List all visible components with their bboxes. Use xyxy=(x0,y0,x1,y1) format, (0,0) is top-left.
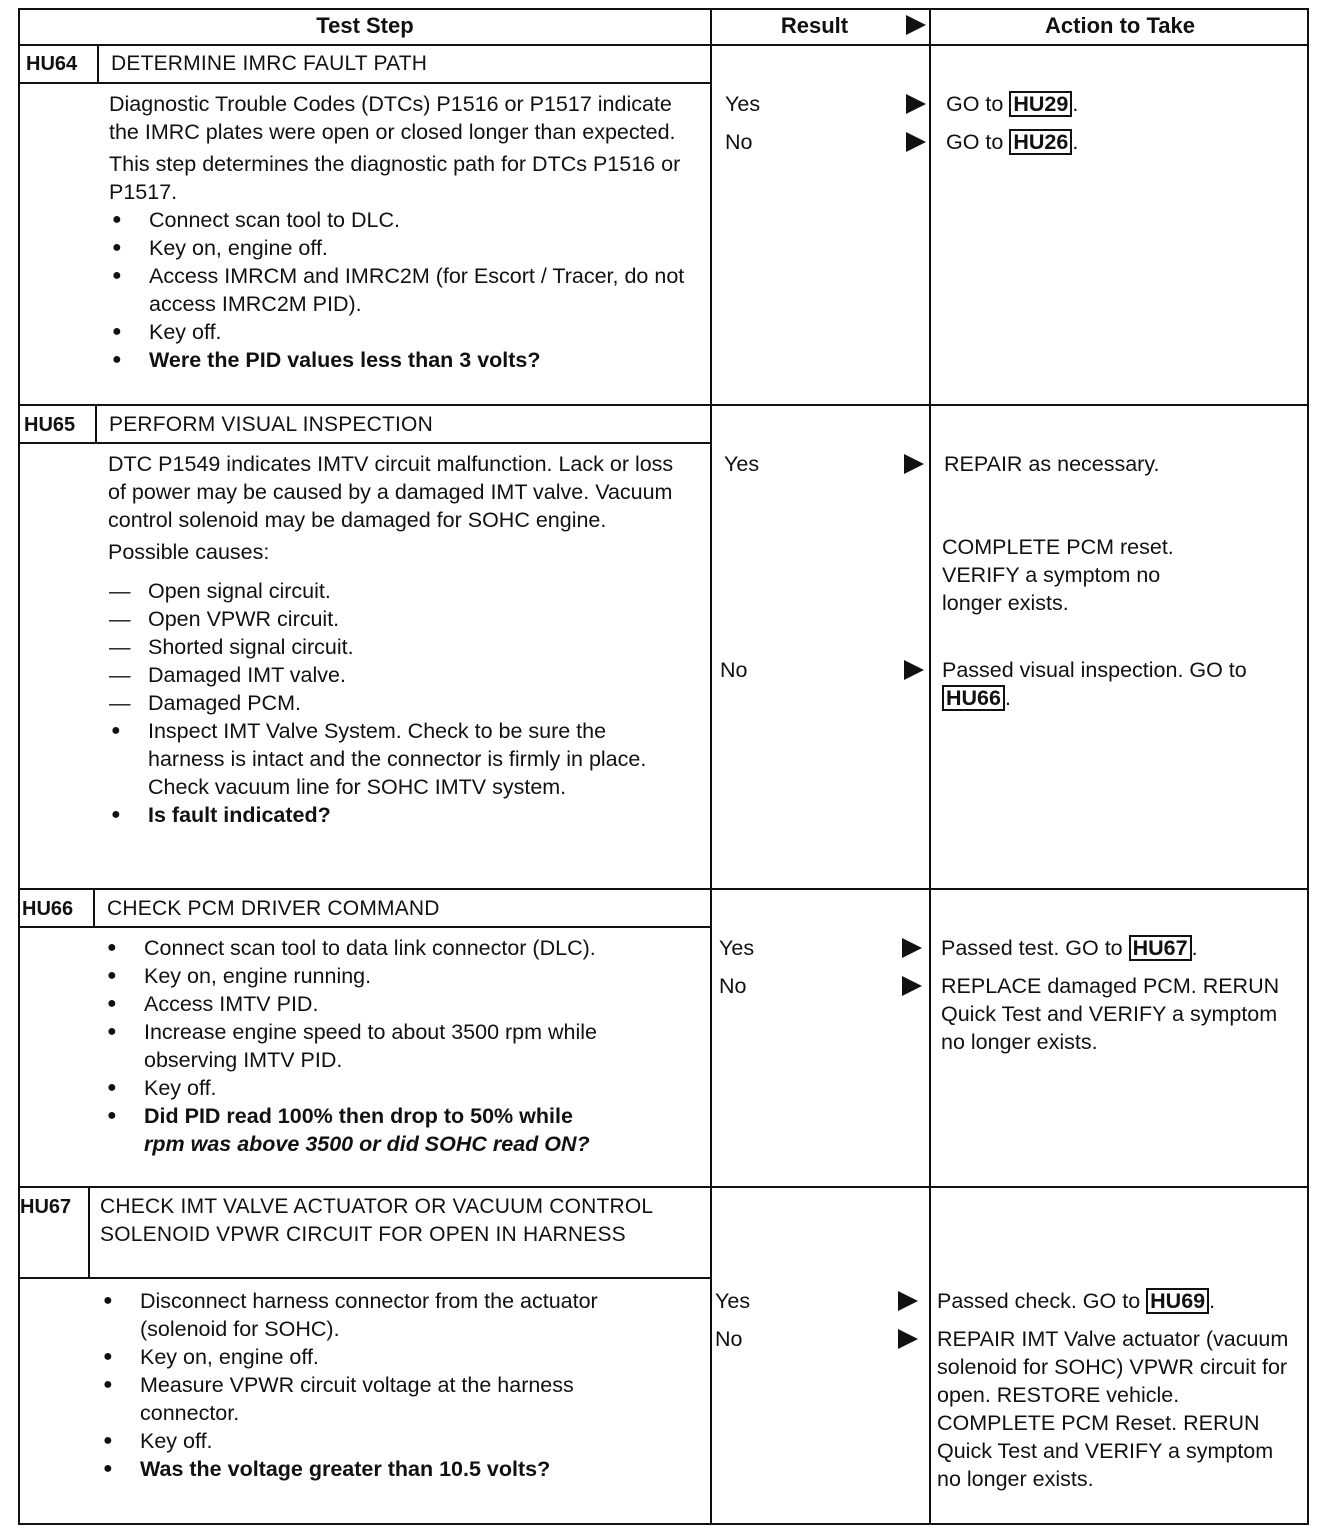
action-text: REPAIR IMT Valve actuator (vacuum solenoid for SOHC) VPWR circuit for open. RESTORE vehicle. COMPLETE PCM Reset. RERUN Quick Test and VERIFY a symptom no longer exists. xyxy=(937,1327,1289,1491)
arrow-icon xyxy=(898,1291,918,1311)
header-result: Result xyxy=(780,13,849,38)
result-no: No xyxy=(725,130,753,154)
arrow-icon xyxy=(906,94,926,114)
step-body xyxy=(109,90,689,374)
step-link-hu29[interactable]: HU29 xyxy=(1009,91,1072,117)
cause-item: — Shorted signal circuit. xyxy=(108,633,693,661)
action-text: COMPLETE PCM reset. VERIFY a symptom no longer exists. xyxy=(942,535,1174,615)
action-text: GO to xyxy=(946,92,1004,116)
bullet-item: ● Measure VPWR circuit voltage at the harness connector. xyxy=(100,1371,645,1427)
step-question: ● Is fault indicated? xyxy=(108,801,648,829)
action-no: GO to HU26 . xyxy=(946,130,1079,154)
bullet-item: ● Key on, engine off. xyxy=(100,1343,645,1371)
bullet-item: ● Key off. xyxy=(104,1074,644,1102)
causes-label: Possible causes: xyxy=(108,540,270,564)
step-id: HU66 xyxy=(22,898,74,920)
header-action: Action to Take xyxy=(1045,13,1195,38)
cause-item: — Open VPWR circuit. xyxy=(108,605,693,633)
step-question: ● Were the PID values less than 3 volts? xyxy=(109,346,689,374)
header-arrow-icon xyxy=(906,15,926,35)
bullet-item: ● Key on, engine running. xyxy=(104,962,644,990)
action-text: REPAIR as necessary. xyxy=(944,452,1160,476)
step-description: DTC P1549 indicates IMTV circuit malfunction. Lack or loss of power may be caused by a damaged IMT valve. Vacuum control solenoid may be damaged for SOHC engine. xyxy=(108,452,674,532)
result-no: No xyxy=(719,974,747,998)
step-link-hu69[interactable]: HU69 xyxy=(1146,1288,1209,1314)
bullet-item: ● Disconnect harness connector from the actuator (solenoid for SOHC). xyxy=(100,1287,645,1343)
step-id: HU65 xyxy=(24,414,76,436)
result-yes: Yes xyxy=(719,936,755,960)
action-text: Passed visual inspection. GO to xyxy=(942,658,1247,682)
step-description: Diagnostic Trouble Codes (DTCs) P1516 or P1517 indicate the IMRC plates were open or closed longer than expected. xyxy=(109,92,676,144)
hu66-id-divider xyxy=(93,888,95,928)
col-divider-result xyxy=(710,8,712,1525)
arrow-icon xyxy=(904,454,924,474)
step-link-hu67[interactable]: HU67 xyxy=(1129,935,1192,961)
bullet-item: ● Key off. xyxy=(109,318,689,346)
result-yes: Yes xyxy=(725,92,761,116)
header-divider xyxy=(18,44,1309,46)
action-no xyxy=(941,972,1301,1056)
cause-item: — Open signal circuit. xyxy=(108,577,693,605)
hu67-title-underline xyxy=(18,1277,710,1279)
arrow-icon xyxy=(906,132,926,152)
action-text: REPLACE damaged PCM. RERUN Quick Test and VERIFY a symptom no longer exists. xyxy=(941,974,1280,1054)
hu66-title-underline xyxy=(18,926,710,928)
row-divider-hu65 xyxy=(18,404,1309,406)
arrow-icon xyxy=(898,1329,918,1349)
arrow-icon xyxy=(904,660,924,680)
step-body xyxy=(108,450,693,829)
bullet-item: ● Connect scan tool to data link connector (DLC). xyxy=(104,934,644,962)
action-yes: Passed test. GO to HU67 . xyxy=(941,936,1198,960)
action-text: Passed check. GO to xyxy=(937,1289,1141,1313)
result-yes: Yes xyxy=(715,1289,751,1313)
action-yes: GO to HU29 . xyxy=(946,92,1079,116)
action-yes-followup xyxy=(942,533,1212,617)
bullet-item: ● Inspect IMT Valve System. Check to be sure the harness is intact and the connector is firmly in place. Check vacuum line for SOHC IMTV system. xyxy=(108,717,648,801)
hu65-id-divider xyxy=(95,404,97,444)
hu64-title-underline xyxy=(18,82,710,84)
arrow-icon xyxy=(902,976,922,996)
action-yes: Passed check. GO to HU69 . xyxy=(937,1289,1216,1313)
step-body xyxy=(100,1287,690,1483)
cause-item: — Damaged IMT valve. xyxy=(108,661,693,689)
step-title: DETERMINE IMRC FAULT PATH xyxy=(111,52,428,75)
bullet-item: ● Access IMTV PID. xyxy=(104,990,644,1018)
step-title: CHECK PCM DRIVER COMMAND xyxy=(107,897,440,920)
header-test-step: Test Step xyxy=(316,13,414,38)
row-divider-hu67 xyxy=(18,1186,1309,1188)
step-question xyxy=(104,1102,644,1158)
row-divider-hu66 xyxy=(18,888,1309,890)
result-no: No xyxy=(720,658,748,682)
step-body xyxy=(104,934,689,1158)
col-divider-action xyxy=(929,8,931,1525)
hu64-id-divider xyxy=(97,44,99,84)
step-id: HU64 xyxy=(26,53,78,75)
action-text: GO to xyxy=(946,130,1004,154)
action-yes xyxy=(944,450,1289,478)
action-no: Passed visual inspection. GO to HU66 . xyxy=(942,658,1247,710)
step-link-hu26[interactable]: HU26 xyxy=(1009,129,1072,155)
bullet-item: ● Increase engine speed to about 3500 rpm while observing IMTV PID. xyxy=(104,1018,644,1074)
step-title: PERFORM VISUAL INSPECTION xyxy=(109,413,433,436)
step-question: ● Was the voltage greater than 10.5 volts? xyxy=(100,1455,645,1483)
result-no: No xyxy=(715,1327,743,1351)
step-id: HU67 xyxy=(20,1196,72,1218)
bullet-item: ● Access IMRCM and IMRC2M (for Escort / Tracer, do not access IMRC2M PID). xyxy=(109,262,689,318)
step-link-hu66[interactable]: HU66 xyxy=(942,685,1005,711)
bullet-item: ● Key off. xyxy=(100,1427,645,1455)
bullet-item: ● Connect scan tool to DLC. xyxy=(109,206,689,234)
question-line: rpm was above 3500 or did SOHC read ON? xyxy=(144,1132,590,1156)
bullet-item: ● Key on, engine off. xyxy=(109,234,689,262)
action-text: Passed test. GO to xyxy=(941,936,1123,960)
hu67-id-divider xyxy=(88,1186,90,1279)
step-description: This step determines the diagnostic path for DTCs P1516 or P1517. xyxy=(109,152,681,204)
action-no xyxy=(937,1325,1299,1493)
arrow-icon xyxy=(902,938,922,958)
cause-item: — Damaged PCM. xyxy=(108,689,693,717)
hu65-title-underline xyxy=(18,442,710,444)
question-line: Did PID read 100% then drop to 50% while xyxy=(144,1104,573,1128)
step-title: CHECK IMT VALVE ACTUATOR OR VACUUM CONTROL SOLENOID VPWR CIRCUIT FOR OPEN IN HARNESS xyxy=(100,1195,653,1246)
result-yes: Yes xyxy=(724,452,760,476)
